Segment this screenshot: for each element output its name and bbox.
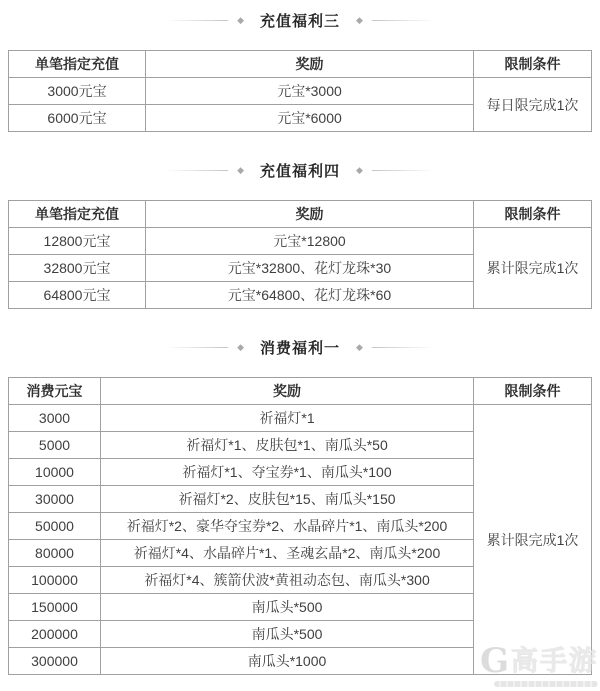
table-row (9, 228, 592, 255)
watermark-brand-text: 高手游 (511, 645, 598, 676)
cell-reward: 祈福灯*1、夺宝券*1、南瓜头*100 (101, 459, 474, 486)
cell-consume-amount: 150000 (9, 594, 101, 621)
cell-limit-condition: 累计限完成1次 (474, 405, 592, 675)
diamond-icon: ◆ (237, 341, 244, 352)
cell-consume-amount: 100000 (9, 567, 101, 594)
header-cell-recharge-amount: 单笔指定充值 (9, 201, 146, 228)
header-cell-limit-condition: 限制条件 (474, 201, 592, 228)
header-cell-consume-amount: 消费元宝 (9, 378, 101, 405)
title-decor-line-left (166, 347, 228, 348)
header-cell-reward: 奖励 (146, 51, 474, 78)
cell-reward: 南瓜头*500 (101, 594, 474, 621)
section-consume-benefit-1 (8, 337, 592, 675)
section-title (8, 337, 592, 357)
table-header-row (9, 378, 592, 405)
watermark-subline (494, 681, 598, 687)
cell-reward: 元宝*64800、花灯龙珠*60 (146, 282, 474, 309)
diamond-icon: ◆ (237, 14, 244, 25)
section-title (8, 10, 592, 30)
table-header-row (9, 201, 592, 228)
header-cell-recharge-amount: 单笔指定充值 (9, 51, 146, 78)
section-recharge-benefit-4 (8, 160, 592, 309)
diamond-icon: ◆ (356, 341, 363, 352)
title-decor-line-left (166, 20, 228, 21)
header-cell-reward: 奖励 (146, 201, 474, 228)
section-title (8, 160, 592, 180)
cell-reward: 祈福灯*2、豪华夺宝券*2、水晶碎片*1、南瓜头*200 (101, 513, 474, 540)
cell-limit-condition: 每日限完成1次 (474, 78, 592, 132)
header-cell-reward: 奖励 (101, 378, 474, 405)
cell-reward: 元宝*3000 (146, 78, 474, 105)
cell-recharge-amount: 6000元宝 (9, 105, 146, 132)
cell-reward: 祈福灯*4、水晶碎片*1、圣魂玄晶*2、南瓜头*200 (101, 540, 474, 567)
section-recharge-benefit-3 (8, 10, 592, 132)
table-row (9, 78, 592, 105)
cell-reward: 元宝*12800 (146, 228, 474, 255)
watermark-g-icon: G (479, 641, 509, 681)
cell-recharge-amount: 3000元宝 (9, 78, 146, 105)
cell-reward: 祈福灯*1 (101, 405, 474, 432)
cell-consume-amount: 50000 (9, 513, 101, 540)
table-row (9, 405, 592, 432)
diamond-icon: ◆ (356, 164, 363, 175)
recharge-benefit-3-table (8, 50, 592, 132)
table-header-row (9, 51, 592, 78)
cell-reward: 南瓜头*500 (101, 621, 474, 648)
section-title-text: 充值福利四 (259, 162, 340, 180)
cell-consume-amount: 5000 (9, 432, 101, 459)
cell-consume-amount: 80000 (9, 540, 101, 567)
cell-consume-amount: 200000 (9, 621, 101, 648)
header-cell-limit-condition: 限制条件 (474, 378, 592, 405)
cell-consume-amount: 10000 (9, 459, 101, 486)
cell-reward: 祈福灯*2、皮肤包*15、南瓜头*150 (101, 486, 474, 513)
cell-consume-amount: 300000 (9, 648, 101, 675)
recharge-benefit-4-table (8, 200, 592, 309)
cell-reward: 南瓜头*1000 (101, 648, 474, 675)
title-decor-line-right (372, 170, 434, 171)
cell-recharge-amount: 32800元宝 (9, 255, 146, 282)
cell-recharge-amount: 12800元宝 (9, 228, 146, 255)
cell-limit-condition: 累计限完成1次 (474, 228, 592, 309)
cell-reward: 元宝*6000 (146, 105, 474, 132)
diamond-icon: ◆ (356, 14, 363, 25)
section-title-text: 消费福利一 (259, 339, 340, 357)
title-decor-line-right (372, 347, 434, 348)
cell-reward: 祈福灯*4、簇箭伏波*黄祖动态包、南瓜头*300 (101, 567, 474, 594)
cell-consume-amount: 3000 (9, 405, 101, 432)
header-cell-limit-condition: 限制条件 (474, 51, 592, 78)
cell-consume-amount: 30000 (9, 486, 101, 513)
cell-reward: 祈福灯*1、皮肤包*1、南瓜头*50 (101, 432, 474, 459)
diamond-icon: ◆ (237, 164, 244, 175)
title-decor-line-left (166, 170, 228, 171)
title-decor-line-right (372, 20, 434, 21)
consume-benefit-1-table (8, 377, 592, 675)
section-title-text: 充值福利三 (259, 12, 340, 30)
cell-recharge-amount: 64800元宝 (9, 282, 146, 309)
cell-reward: 元宝*32800、花灯龙珠*30 (146, 255, 474, 282)
